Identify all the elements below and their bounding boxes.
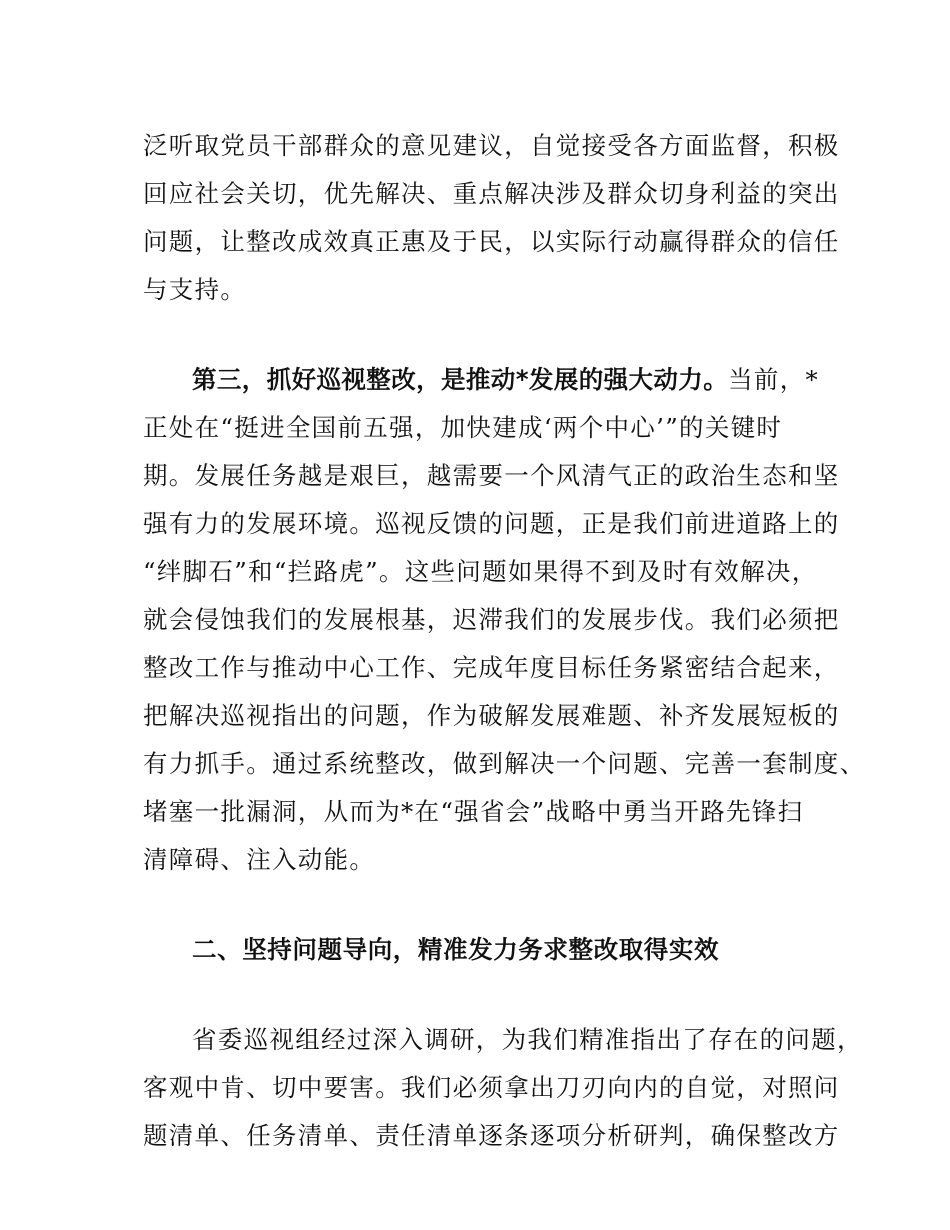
paragraph-inspection-findings — [143, 1016, 863, 1160]
paragraph-gap — [143, 974, 813, 1016]
text-line: 题清单、任务清单、责任清单逐条逐项分析研判，确保整改方 — [143, 1121, 840, 1150]
text-line: 泛听取党员干部群众的意见建议，自觉接受各方面监督，积极 — [143, 131, 840, 160]
text-line-first — [143, 356, 820, 404]
lead-continuation: 当前，* — [728, 365, 820, 394]
section-heading: 二、坚持问题导向，精准发力务求整改取得实效 — [192, 935, 720, 964]
paragraph-third-point — [143, 356, 866, 884]
text-line: 堵塞一批漏洞，从而为*在“强省会”战略中勇当开路先锋扫 — [143, 797, 804, 826]
text-line: 客观中肯、切中要害。我们必须拿出刀刃向内的自觉，对照问 — [143, 1073, 840, 1102]
bold-lead-sentence: 第三，抓好巡视整改，是推动*发展的强大动力。 — [192, 365, 729, 394]
text-line: 期。发展任务越是艰巨，越需要一个风清气正的政治生态和坚 — [143, 461, 840, 490]
text-line: 整改工作与推动中心工作、完成年度目标任务紧密结合起来， — [143, 653, 840, 682]
paragraph-gap — [143, 314, 813, 356]
text-line: 与支持。 — [143, 275, 247, 304]
text-line: 回应社会关切，优先解决、重点解决涉及群众切身利益的突出 — [143, 179, 840, 208]
text-line: 把解决巡视指出的问题，作为破解发展难题、补齐发展短板的 — [143, 701, 840, 730]
text-line: 强有力的发展环境。巡视反馈的问题，正是我们前进道路上的 — [143, 509, 840, 538]
document-page — [143, 122, 866, 1160]
text-line-first: 省委巡视组经过深入调研，为我们精准指出了存在的问题， — [192, 1025, 863, 1054]
text-line: “绊脚石”和“拦路虎”。这些问题如果得不到及时有效解决， — [143, 557, 818, 586]
text-line: 问题，让整改成效真正惠及于民，以实际行动赢得群众的信任 — [143, 227, 840, 256]
text-line: 就会侵蚀我们的发展根基，迟滞我们的发展步伐。我们必须把 — [143, 605, 840, 634]
paragraph-continuation — [143, 122, 840, 314]
text-line: 清障碍、注入动能。 — [143, 845, 376, 874]
text-line: 正处在“挺进全国前五强，加快建成‘两个中心’”的关键时 — [143, 413, 783, 442]
paragraph-gap — [143, 884, 813, 926]
text-line: 有力抓手。通过系统整改，做到解决一个问题、完善一套制度、 — [143, 749, 866, 778]
